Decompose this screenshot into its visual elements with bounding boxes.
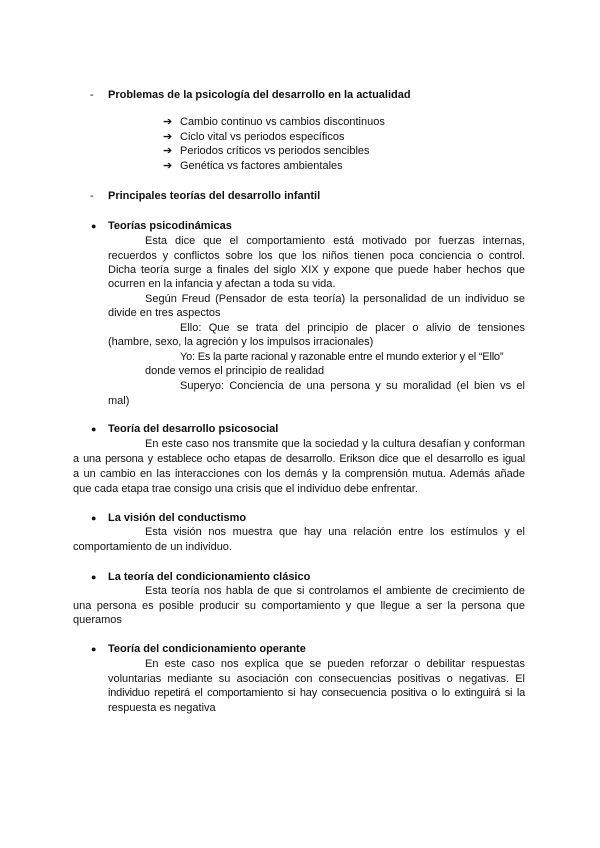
paragraph-line: una persona es posible producir su comportamiento y que llegue a ser la persona que bbox=[73, 600, 525, 612]
paragraph-line: En este caso nos explica que se pueden reforzar o debilitar respuestas bbox=[145, 658, 525, 670]
dash-marker: - bbox=[90, 190, 94, 202]
paragraph-line: Dicha teoría surge a finales del siglo XIX y expone que puede haber hechos que bbox=[108, 264, 525, 276]
paragraph-line: ocurren en la infancia y afectan a toda su vida. bbox=[108, 278, 336, 290]
paragraph-line: individuo repetirá el comportamiento si hay consecuencia positiva o lo extinguirá si la bbox=[108, 687, 525, 699]
paragraph-line: recuerdos y conflictos sobre los que los niños tienen poca conciencia o control. bbox=[108, 250, 525, 262]
paragraph-line: Superyo: Conciencia de una persona y su moralidad (el bien vs el bbox=[180, 380, 525, 392]
paragraph-line: (hambre, sexo, la agreción y los impulsos irracionales) bbox=[108, 336, 374, 348]
dash-marker: - bbox=[90, 89, 94, 101]
section-heading: Principales teorías del desarrollo infantil bbox=[108, 190, 321, 202]
paragraph-line: voluntarias mediante su asociación con consecuencias positivas o negativas. El bbox=[108, 673, 525, 685]
paragraph-line: mal) bbox=[108, 395, 130, 407]
paragraph-line: En este caso nos transmite que la sociedad y la cultura desafían y conforman bbox=[145, 438, 525, 450]
arrow-icon: ➔ bbox=[163, 145, 173, 157]
theory-heading: La visión del conductismo bbox=[108, 512, 247, 524]
list-item: Cambio continuo vs cambios discontinuos bbox=[180, 116, 385, 128]
theory-heading: Teorías psicodinámicas bbox=[108, 220, 232, 232]
theory-heading: Teoría del desarrollo psicosocial bbox=[108, 423, 279, 435]
section-heading: Problemas de la psicología del desarrollo en la actualidad bbox=[108, 89, 411, 101]
paragraph-line: Esta dice que el comportamiento está motivado por fuerzas internas, bbox=[145, 235, 525, 247]
paragraph-line: que cada etapa trae consigo una crisis que el individuo debe enfrentar. bbox=[73, 483, 418, 495]
paragraph-line: a un cambio en las interacciones con los demás y la comprensión mutua. Además añade bbox=[73, 468, 525, 480]
arrow-icon: ➔ bbox=[163, 131, 173, 143]
list-item: Periodos críticos vs periodos sencibles bbox=[180, 145, 370, 157]
list-item: Genética vs factores ambientales bbox=[180, 160, 343, 172]
bullet-icon: ● bbox=[91, 572, 97, 582]
paragraph-line: comportamiento de un individuo. bbox=[73, 541, 232, 553]
paragraph-line: respuesta es negativa bbox=[108, 702, 216, 714]
paragraph-line: a una persona y establece ocho etapas de desarrollo. Erikson dice que el desarrollo es igual bbox=[73, 453, 525, 465]
arrow-icon: ➔ bbox=[163, 160, 173, 172]
paragraph-line: Según Freud (Pensador de esta teoría) la personalidad de un individuo se bbox=[145, 293, 525, 305]
bullet-icon: ● bbox=[91, 424, 97, 434]
bullet-icon: ● bbox=[91, 221, 97, 231]
paragraph-line: queramos bbox=[73, 614, 122, 626]
theory-heading: Teoría del condicionamiento operante bbox=[108, 643, 306, 655]
paragraph-line: Yo: Es la parte racional y razonable entre el mundo exterior y el “Ello” bbox=[180, 351, 504, 363]
paragraph-line: Ello: Que se trata del principio de placer o alivio de tensiones bbox=[180, 322, 525, 334]
bullet-icon: ● bbox=[91, 513, 97, 523]
list-item: Ciclo vital vs periodos específicos bbox=[180, 131, 345, 143]
arrow-icon: ➔ bbox=[163, 116, 173, 128]
paragraph-line: Esta teoría nos habla de que si controlamos el ambiente de crecimiento de bbox=[145, 585, 525, 597]
paragraph-line: Esta visión nos muestra que hay una relación entre los estímulos y el bbox=[145, 526, 525, 538]
paragraph-line: divide en tres aspectos bbox=[108, 307, 221, 319]
paragraph-line: donde vemos el principio de realidad bbox=[145, 365, 325, 377]
bullet-icon: ● bbox=[91, 644, 97, 654]
theory-heading: La teoría del condicionamiento clásico bbox=[108, 571, 311, 583]
